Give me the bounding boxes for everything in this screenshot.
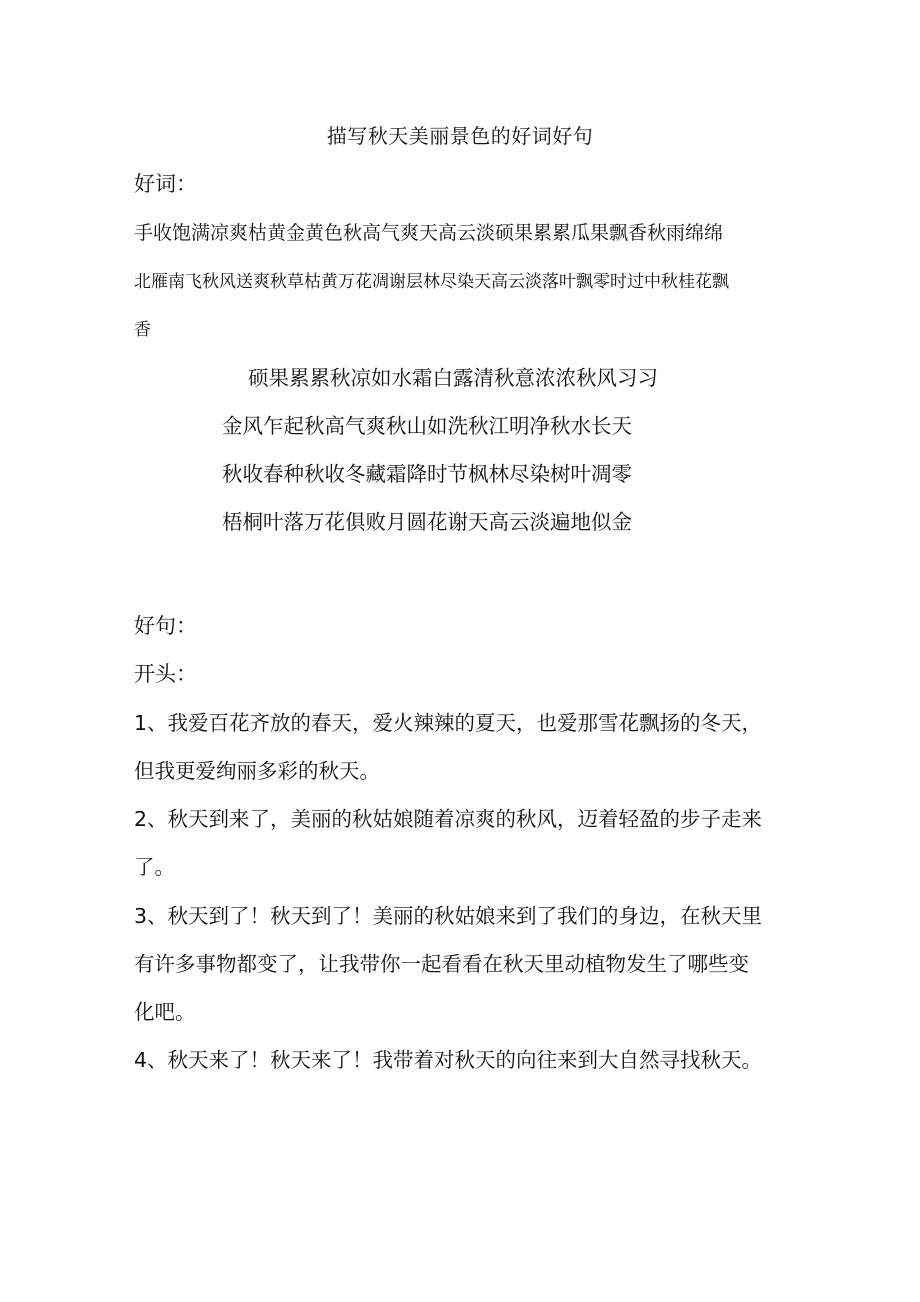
sentence-3-line-3: 化吧。 [134,1000,196,1024]
centered-word-line-1: 硕果累累秋凉如水霜白露清秋意浓浓秋风习习 [248,366,658,390]
document-title: 描写秋天美丽景色的好词好句 [326,124,594,148]
sentence-1-line-1: 1、我爱百花齐放的春天，爱火辣辣的夏天，也爱那雪花飘扬的冬天， [134,711,763,735]
sentence-2-line-2: 了。 [134,855,175,879]
good-words-line-3: 香 [134,320,151,340]
sentence-3-line-2: 有许多事物都变了，让我带你一起看看在秋天里动植物发生了哪些变 [134,952,749,976]
sentence-1-line-2: 但我更爱绚丽多彩的秋天。 [134,759,380,783]
sentence-3-line-1: 3、秋天到了！秋天到了！美丽的秋姑娘来到了我们的身边，在秋天里 [134,904,763,928]
centered-word-line-2: 金风乍起秋高气爽秋山如洗秋江明净秋水长天 [222,414,632,438]
sentence-2-line-1: 2、秋天到来了，美丽的秋姑娘随着凉爽的秋风，迈着轻盈的步子走来 [134,807,763,831]
good-words-heading: 好词： [134,172,197,196]
good-words-line-2: 北雁南飞秋风送爽秋草枯黄万花凋谢层林尽染天高云淡落叶飘零时过中秋桂花飘 [134,272,729,292]
opening-heading: 开头： [134,662,197,686]
centered-word-line-4: 梧桐叶落万花俱败月圆花谢天高云淡遍地似金 [222,510,632,534]
sentence-4-line-1: 4、秋天来了！秋天来了！我带着对秋天的向往来到大自然寻找秋天。 [134,1048,763,1072]
good-words-line-1: 手收饱满凉爽枯黄金黄色秋高气爽天高云淡硕果累累瓜果飘香秋雨绵绵 [134,222,724,244]
centered-word-line-3: 秋收春种秋收冬藏霜降时节枫林尽染树叶凋零 [222,462,632,486]
good-sentences-heading: 好句： [134,614,197,638]
